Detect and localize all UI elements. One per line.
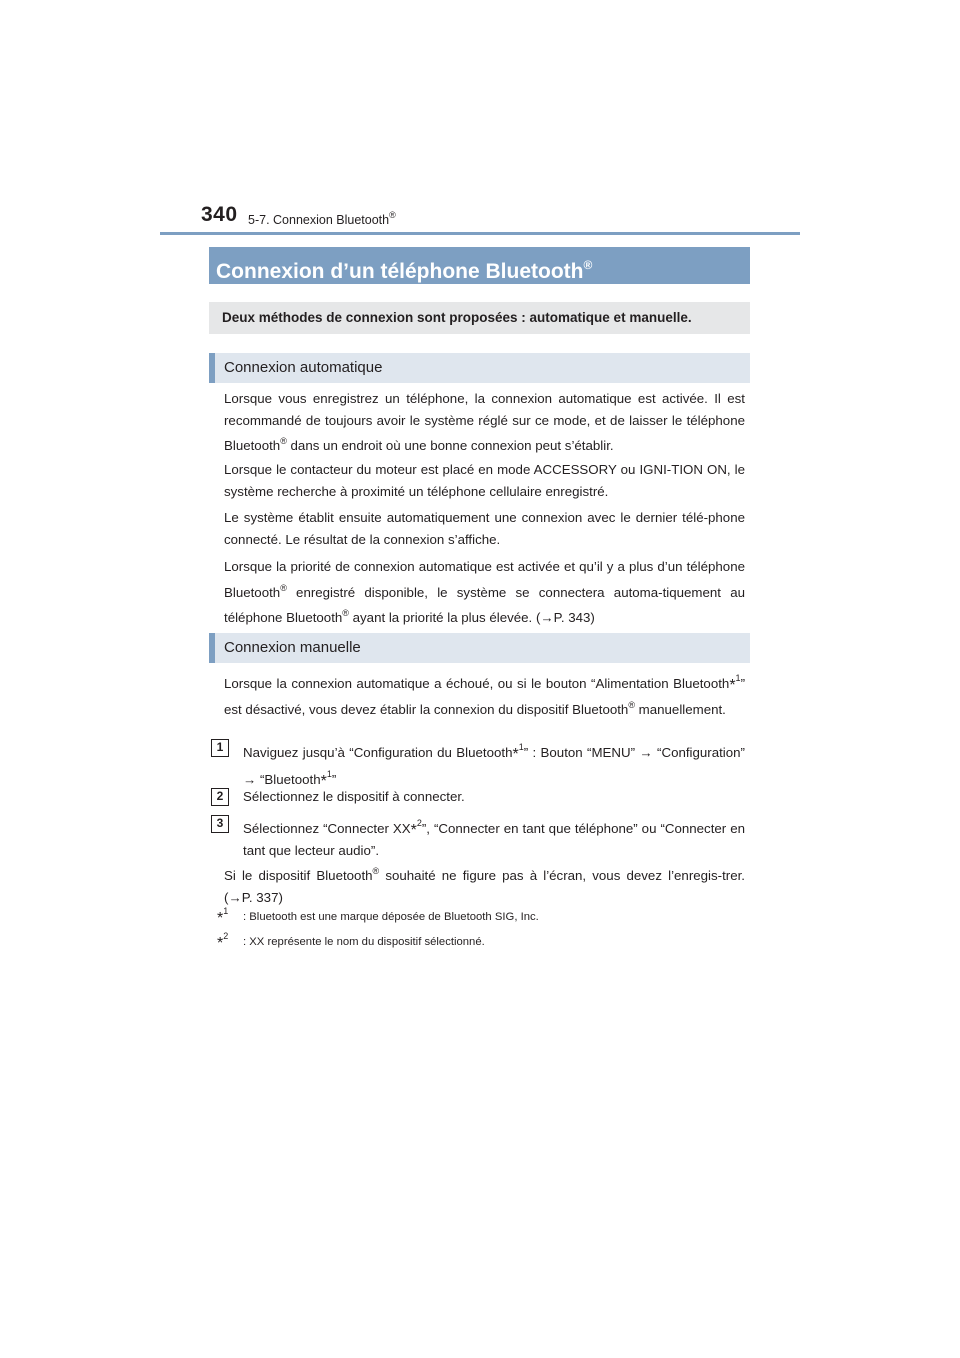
step-1-text bbox=[243, 737, 745, 790]
section-title-text: Connexion d’un téléphone Bluetooth bbox=[216, 260, 584, 283]
text-fragment: “Configuration” bbox=[652, 745, 745, 760]
text-fragment: Sélectionnez “Connecter XX bbox=[243, 821, 411, 836]
footnote-star: * bbox=[410, 822, 417, 839]
auto-paragraph-4 bbox=[224, 556, 745, 629]
intro-box: Deux méthodes de connexion sont proposées : automatique et manuelle. bbox=[209, 302, 750, 334]
page-reference: P. 343) bbox=[553, 610, 595, 625]
footnote-number: 2 bbox=[416, 818, 422, 828]
manual-paragraph-1 bbox=[224, 668, 745, 720]
text-fragment: Lorsque la connexion automatique a échoué, ou si le bouton “Alimentation Bluetooth bbox=[224, 676, 730, 691]
header-rule bbox=[160, 232, 800, 235]
registered-mark: ® bbox=[280, 436, 287, 446]
footnote-1: : Bluetooth est une marque déposée de Bluetooth SIG, Inc. bbox=[243, 911, 539, 923]
arrow-icon: → bbox=[243, 771, 257, 787]
text-fragment: ” bbox=[331, 771, 337, 787]
auto-paragraph-2: Lorsque le contacteur du moteur est placé en mode ACCESSORY ou IGNI-TION ON, le système recherche à proximité un téléphone cellulaire enregistré. bbox=[224, 462, 745, 499]
auto-connection-heading: Connexion automatique bbox=[209, 353, 750, 383]
footnote-star: * bbox=[217, 910, 224, 927]
registered-mark: ® bbox=[372, 866, 380, 876]
chapter-title bbox=[248, 210, 396, 227]
footnote-1-mark bbox=[217, 906, 229, 927]
page-reference: P. 337) bbox=[241, 889, 283, 905]
arrow-icon: → bbox=[228, 889, 242, 905]
text-fragment: ”, “Connecter en tant que téléphone” ou “Connecter en tant que lecteur audio”. bbox=[243, 821, 745, 858]
text-fragment: Lorsque la priorité de connexion automatique est activée et qu’il y a plus d’un téléphone Bluetooth bbox=[224, 559, 745, 600]
footnote-star: * bbox=[217, 935, 224, 952]
footnote-number: 1 bbox=[735, 673, 741, 683]
text-fragment: enregistré disponible, le système se connectera automa-tiquement au téléphone Bluetooth bbox=[224, 584, 745, 625]
registered-mark: ® bbox=[583, 258, 593, 272]
chapter-text: 5-7. Connexion Bluetooth bbox=[248, 213, 390, 227]
registered-mark: ® bbox=[628, 699, 635, 710]
text-fragment: Lorsque vous enregistrez un téléphone, la connexion automatique est activée. Il est recommandé de toujours avoir le système réglé sur ce mode, et de laisser le téléphone Bluetooth bbox=[224, 391, 745, 453]
page-number: 340 bbox=[201, 203, 238, 226]
text-fragment: Naviguez jusqu’à “Configuration du Bluetooth bbox=[243, 745, 513, 760]
arrow-icon: → bbox=[540, 610, 554, 625]
step-3-text bbox=[243, 813, 745, 861]
text-fragment: “Bluetooth bbox=[256, 771, 321, 787]
footnote-star: * bbox=[512, 746, 519, 763]
auto-paragraph-1 bbox=[224, 388, 745, 457]
text-fragment: dans un endroit où une bonne connexion peut s’établir. bbox=[286, 438, 614, 453]
step-number-2: 2 bbox=[211, 788, 229, 806]
footnote-number: 1 bbox=[518, 742, 524, 752]
text-fragment: ” est désactivé, vous devez établir la connexion du dispositif Bluetooth bbox=[224, 676, 745, 717]
footnote-2-mark bbox=[217, 931, 229, 952]
footnote-star: * bbox=[320, 772, 327, 790]
step-number-1: 1 bbox=[211, 739, 229, 757]
manual-connection-heading: Connexion manuelle bbox=[209, 633, 750, 663]
text-fragment: ” : Bouton “MENU” bbox=[523, 745, 640, 760]
step-2-text: Sélectionnez le dispositif à connecter. bbox=[243, 789, 465, 804]
manual-note bbox=[224, 861, 745, 908]
footnote-star: * bbox=[729, 677, 736, 694]
registered-mark: ® bbox=[280, 582, 287, 593]
text-fragment: manuellement. bbox=[634, 701, 726, 717]
footnote-number: 1 bbox=[326, 768, 332, 779]
footnote-number: 2 bbox=[223, 931, 229, 941]
text-fragment: Si le dispositif Bluetooth bbox=[224, 868, 373, 883]
arrow-icon: → bbox=[639, 745, 653, 760]
registered-mark: ® bbox=[342, 608, 349, 618]
footnote-2: : XX représente le nom du dispositif sélectionné. bbox=[243, 936, 485, 948]
step-number-3: 3 bbox=[211, 815, 229, 833]
footnote-number: 1 bbox=[223, 906, 229, 916]
registered-mark: ® bbox=[389, 210, 396, 220]
text-fragment: souhaité ne figure pas à l’écran, vous devez l’enregis-trer. ( bbox=[224, 868, 745, 905]
section-title bbox=[209, 247, 750, 284]
text-fragment: ayant la priorité la plus élevée. ( bbox=[348, 610, 541, 625]
auto-paragraph-3: Le système établit ensuite automatiquement une connexion avec le dernier télé-phone connecté. Le résultat de la connexion s’affiche. bbox=[224, 510, 745, 547]
